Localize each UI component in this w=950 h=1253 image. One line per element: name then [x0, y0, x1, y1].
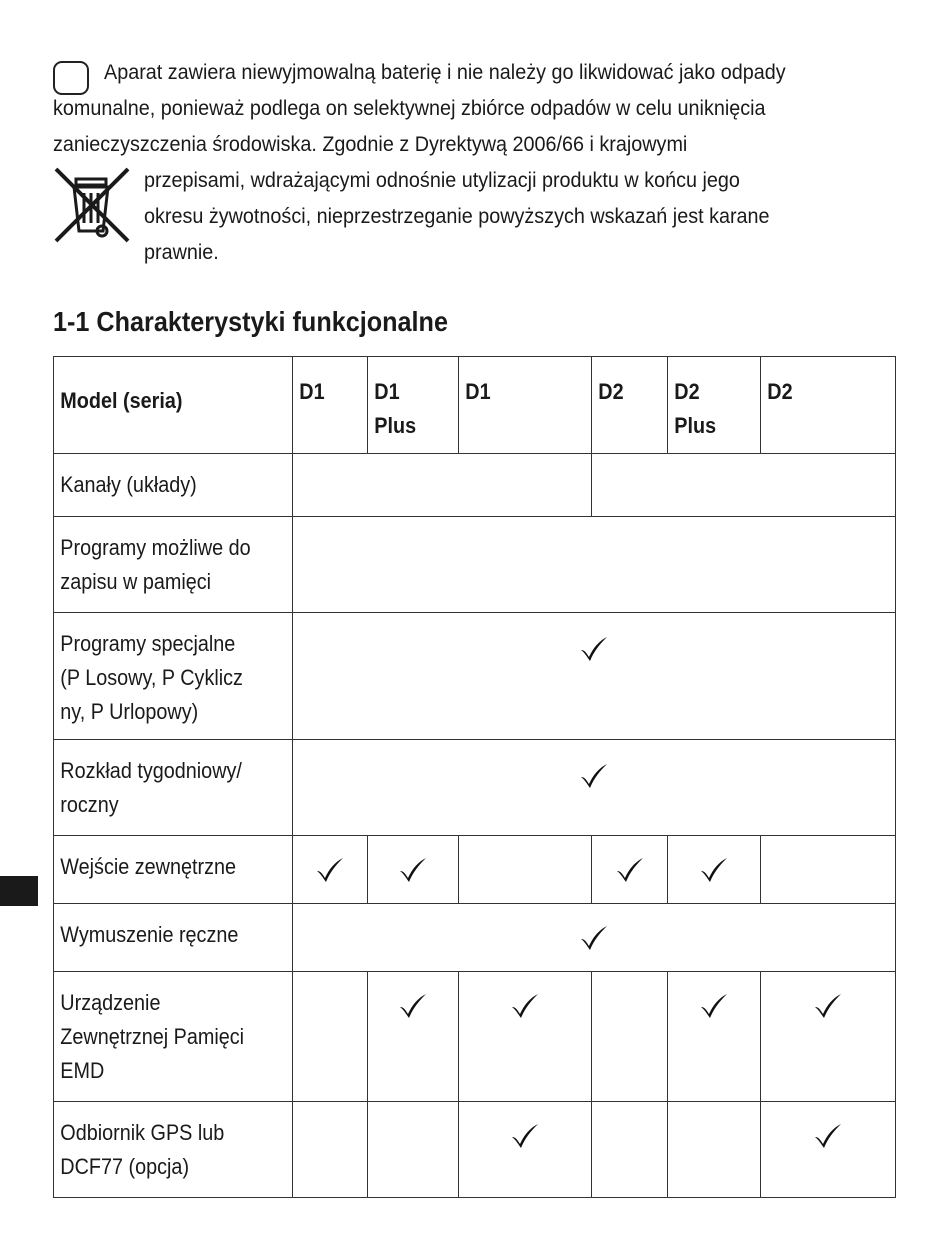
- table-row: [54, 454, 896, 517]
- checkmark-icon: [578, 762, 610, 790]
- row-label-special-programs: Programy specjalne (P Losowy, P Cyklicz ny, P Urlopowy): [60, 631, 243, 724]
- checkmark-icon: [293, 836, 367, 903]
- row-label-manual-override: Wymuszenie ręczne: [60, 922, 239, 947]
- header-col-2: D1 Plus: [374, 379, 417, 438]
- checkmark-icon: [459, 1102, 591, 1197]
- page-side-tab: [0, 876, 38, 906]
- header-col-5: D2 Plus: [674, 379, 717, 438]
- intro-line-1: Aparat zawiera niewyjmowalną baterię i nie należy go likwidować jako odpady: [104, 60, 786, 84]
- intro-line-5: okresu żywotności, nieprzestrzeganie powyższych wskazań jest karane: [144, 204, 770, 228]
- intro-line-4: przepisami, wdrażającymi odnośnie utylizacji produktu w końcu jego: [144, 168, 740, 192]
- checkmark-icon: [578, 635, 610, 663]
- checkmark-icon: [293, 740, 895, 835]
- checkmark-icon: [293, 613, 895, 739]
- checkmark-icon: [368, 836, 458, 903]
- row-label-channels: Kanały (układy): [60, 472, 197, 497]
- checkmark-icon: [293, 904, 895, 971]
- header-model-label: Model (seria): [60, 388, 183, 413]
- checkmark-icon: [509, 992, 541, 1020]
- checkmark-icon: [368, 972, 458, 1101]
- row-label-external-input: Wejście zewnętrzne: [60, 854, 237, 879]
- table-row: [54, 904, 896, 972]
- header-col-3: D1: [465, 379, 491, 404]
- checkmark-icon: [812, 1122, 844, 1150]
- header-col-6: D2: [767, 379, 793, 404]
- checkmark-icon: [592, 836, 667, 903]
- intro-line-6: prawnie.: [144, 240, 219, 264]
- section-title: 1-1 Charakterystyki funkcjonalne: [53, 306, 448, 337]
- table-row: [54, 613, 896, 740]
- row-label-schedule: Rozkład tygodniowy/ roczny: [60, 758, 242, 817]
- features-table: [53, 356, 896, 1198]
- checkmark-icon: [761, 1102, 895, 1197]
- table-row: [54, 1102, 896, 1198]
- checkmark-icon: [761, 972, 895, 1101]
- checkmark-icon: [397, 992, 429, 1020]
- checkmark-icon: [668, 836, 760, 903]
- table-row: [54, 972, 896, 1102]
- row-label-programs-memory: Programy możliwe do zapisu w pamięci: [60, 535, 251, 594]
- header-col-4: D2: [598, 379, 624, 404]
- checkmark-icon: [578, 924, 610, 952]
- checkmark-icon: [314, 856, 346, 884]
- row-label-gps: Odbiornik GPS lub DCF77 (opcja): [60, 1120, 225, 1179]
- intro-line-2: komunalne, ponieważ podlega on selektywnej zbiórce odpadów w celu uniknięcia: [53, 96, 766, 120]
- row-label-emd: Urządzenie Zewnętrznej Pamięci EMD: [60, 990, 245, 1083]
- table-row: [54, 517, 896, 613]
- table-row: [54, 740, 896, 836]
- checkmark-icon: [509, 1122, 541, 1150]
- checkmark-icon: [698, 992, 730, 1020]
- intro-line-3: zanieczyszczenia środowiska. Zgodnie z Dyrektywą 2006/66 i krajowymi: [53, 132, 688, 156]
- checkmark-icon: [698, 856, 730, 884]
- checkmark-icon: [459, 972, 591, 1101]
- empty-checkbox-icon: [53, 61, 89, 95]
- header-col-1: D1: [299, 379, 325, 404]
- table-header-row: [54, 357, 896, 454]
- checkmark-icon: [397, 856, 429, 884]
- checkmark-icon: [812, 992, 844, 1020]
- checkmark-icon: [614, 856, 646, 884]
- crossed-out-wheelie-bin-icon: [52, 165, 132, 245]
- checkmark-icon: [668, 972, 760, 1101]
- table-row: [54, 836, 896, 904]
